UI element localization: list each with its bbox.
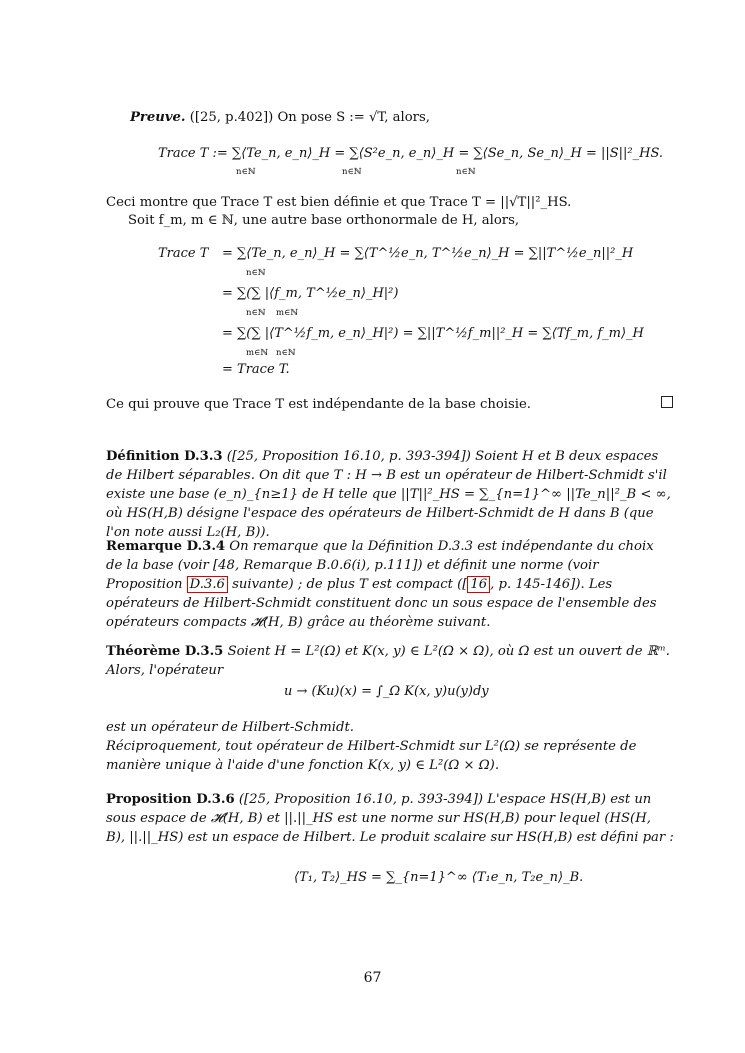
sum-limit: m∈ℕ: [246, 348, 269, 358]
sum-limit: n∈ℕ: [236, 167, 256, 177]
page-number: 67: [363, 970, 382, 986]
paragraph: Ce qui prouve que Trace T est indépendante de la base choisie.: [106, 397, 531, 412]
theorem-after: est un opérateur de Hilbert-Schmidt.: [106, 720, 354, 735]
theorem-formula: u → (Ku)(x) = ∫_Ω K(x, y)u(y)dy: [284, 684, 489, 699]
definition-text: ([25, Proposition 16.10, p. 393-394]) Soient H et B deux espaces de Hilbert séparables. On dit que T : H → B est un opérateur de Hilbert-Schmidt s'il existe une base (e_n)_{n≥1} de H telle que ||T||²_HS = ∑_{n=1}^∞ ||Te_n||²_B < ∞, où HS(H,B) désigne l'espace des opérateurs de Hilbert-Schmidt de H dans B (que l'on note aussi L₂(H, B)).: [106, 449, 671, 540]
sum-limit: n∈ℕ: [246, 308, 266, 318]
proposition-label: Proposition D.3.6: [106, 792, 235, 807]
definition-label: Définition D.3.3: [106, 449, 223, 464]
citation-link[interactable]: 16: [467, 576, 490, 593]
remark-text: suivante) ; de plus T est compact ([: [227, 577, 468, 592]
inner-product-formula: ⟨T₁, T₂⟩_HS = ∑_{n=1}^∞ ⟨T₁e_n, T₂e_n⟩_B.: [294, 870, 584, 885]
proof-intro: [130, 108, 675, 127]
theorem-converse: Réciproquement, tout opérateur de Hilbert-Schmidt sur L²(Ω) se représente de manière unique à l'aide d'une fonction K(x, y) ∈ L²(Ω × Ω).: [106, 739, 637, 773]
align-row-3: = ∑(∑ |⟨T^½f_m, e_n⟩_H|²) = ∑||T^½f_m||²_H = ∑⟨Tf_m, f_m⟩_H: [222, 326, 644, 341]
remark-block: [106, 537, 674, 632]
sum-limit: n∈ℕ: [246, 268, 266, 278]
remark-text: , p. 145-146]). Les opérateurs de Hilbert-Schmidt constituent donc un sous espace de l'ensemble des opérateurs compacts 𝓗(H, B) grâce au théorème suivant.: [106, 577, 657, 630]
qed-square: [661, 396, 673, 408]
theorem-text: Soient H = L²(Ω) et K(x, y) ∈ L²(Ω × Ω), où Ω est un ouvert de ℝᵐ. Alors, l'opérateur: [106, 644, 670, 678]
proposition-block: [106, 790, 674, 847]
align-row-4: = Trace T.: [222, 362, 290, 377]
remark-text: On remarque que la Définition D.3.3 est indépendante du choix de la base (voir [48, Remarque B.0.6(i), p.111]) et définit une norme (voir Proposition: [106, 539, 654, 592]
align-row-1: = ∑⟨Te_n, e_n⟩_H = ∑⟨T^½e_n, T^½e_n⟩_H = ∑||T^½e_n||²_H: [222, 246, 634, 261]
proposition-link[interactable]: D.3.6: [187, 576, 228, 593]
sum-limit: n∈ℕ: [276, 348, 296, 358]
remark-label: Remarque D.3.4: [106, 539, 226, 554]
proposition-text: ([25, Proposition 16.10, p. 393-394]) L'espace HS(H,B) est un sous espace de 𝓗(H, B) et ||.||_HS est une norme sur HS(H,B) pour lequel (HS(H, B), ||.||_HS) est un espace de Hilbert. Le produit scalaire sur HS(H,B) est défini par :: [106, 792, 674, 845]
proof-label: Preuve.: [130, 110, 186, 125]
theorem-label: Théorème D.3.5: [106, 644, 224, 659]
align-lhs: Trace T: [158, 246, 209, 261]
sum-limit: m∈ℕ: [276, 308, 299, 318]
trace-equation: Trace T := ∑⟨Te_n, e_n⟩_H = ∑⟨S²e_n, e_n⟩_H = ∑⟨Se_n, Se_n⟩_H = ||S||²_HS.: [158, 146, 664, 161]
theorem-block: [106, 642, 674, 680]
proof-text: ([25, p.402]) On pose S := √T, alors,: [189, 110, 430, 125]
sum-limit: n∈ℕ: [342, 167, 362, 177]
paragraph: Soit f_m, m ∈ ℕ, une autre base orthonormale de H, alors,: [128, 213, 520, 228]
sum-limit: n∈ℕ: [456, 167, 476, 177]
definition-block: [106, 447, 674, 542]
paragraph: Ceci montre que Trace T est bien définie et que Trace T = ||√T||²_HS.: [106, 195, 572, 210]
align-row-2: = ∑(∑ |⟨f_m, T^½e_n⟩_H|²): [222, 286, 399, 301]
